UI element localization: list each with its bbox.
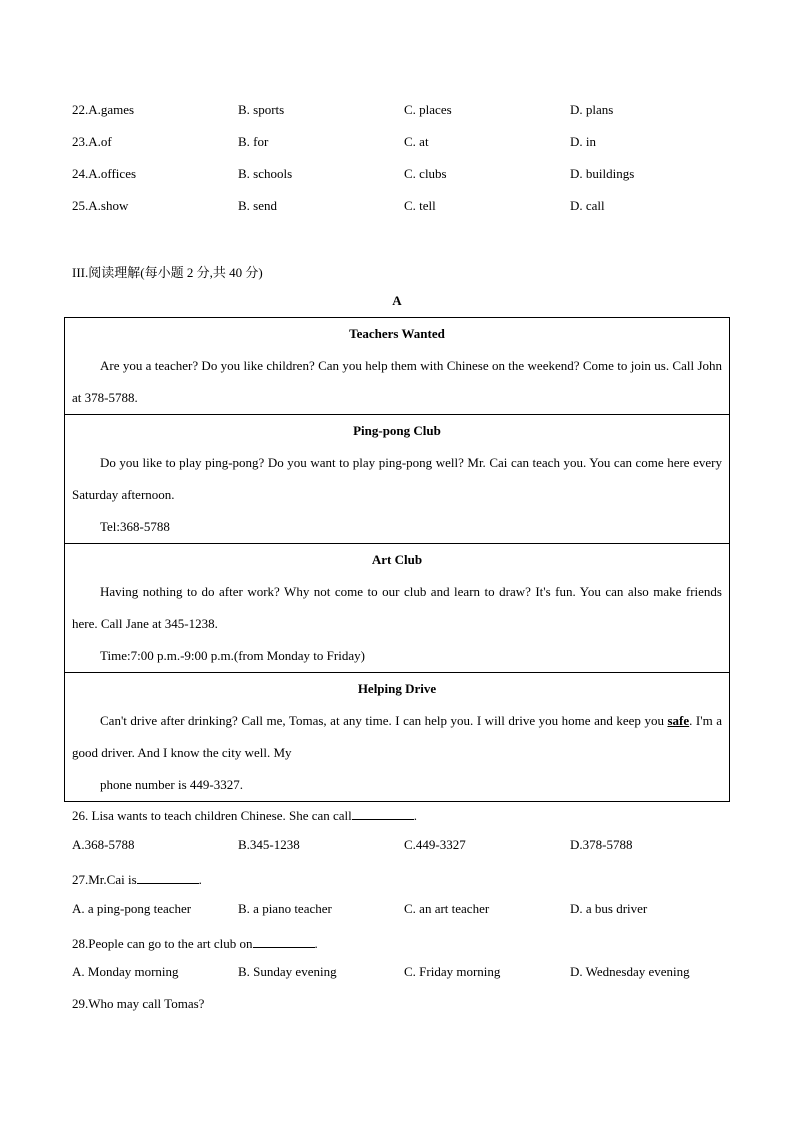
ad-phone: phone number is 449-3327. xyxy=(100,777,243,792)
option-27-c: C. an art teacher xyxy=(404,901,490,916)
option-24-a: 24.A.offices xyxy=(72,166,137,181)
option-28-d: D. Wednesday evening xyxy=(570,964,690,979)
option-28-a: A. Monday morning xyxy=(72,964,179,979)
answer-blank xyxy=(137,869,199,884)
question-27-stem: 27.Mr.Cai is . xyxy=(72,869,202,888)
ad-tel: Tel:368-5788 xyxy=(100,519,170,534)
option-24-c: C. clubs xyxy=(404,166,447,181)
ad-text xyxy=(72,705,722,769)
option-25-d: D. call xyxy=(570,198,605,213)
option-23-a: 23.A.of xyxy=(72,134,112,149)
option-row-22 xyxy=(72,102,732,122)
safe-word: safe xyxy=(667,713,690,728)
ad-time: Time:7:00 p.m.-9:00 p.m.(from Monday to Friday) xyxy=(100,648,365,663)
option-25-b: B. send xyxy=(238,198,277,213)
passage-label: A xyxy=(392,293,402,308)
option-23-b: B. for xyxy=(238,134,269,149)
option-22-c: C. places xyxy=(404,102,452,117)
option-row-24 xyxy=(72,166,732,186)
question-26-stem: 26. Lisa wants to teach children Chinese. She can call . xyxy=(72,805,417,824)
option-26-d: D.378-5788 xyxy=(570,837,633,852)
option-24-d: D. buildings xyxy=(570,166,635,181)
option-27-b: B. a piano teacher xyxy=(238,901,332,916)
option-23-d: D. in xyxy=(570,134,596,149)
option-26-c: C.449-3327 xyxy=(404,837,466,852)
option-22-b: B. sports xyxy=(238,102,285,117)
option-22-a: 22.A.games xyxy=(72,102,135,117)
ad-text-before: Can't drive after drinking? Call me, Tomas, at any time. I can help you. I will drive you home and keep you xyxy=(100,713,668,728)
option-26-b: B.345-1238 xyxy=(238,837,300,852)
question-27-options xyxy=(72,901,732,921)
ad-title: Art Club xyxy=(371,552,423,567)
ad-title: Teachers Wanted xyxy=(349,326,445,341)
option-26-a: A.368-5788 xyxy=(72,837,135,852)
answer-blank xyxy=(352,805,414,820)
ad-helping-drive xyxy=(65,672,729,801)
ad-text: Are you a teacher? Do you like children? Can you help them with Chinese on the weekend? Come to join us. Call John at 378-5788. xyxy=(72,358,722,405)
option-27-a: A. a ping-pong teacher xyxy=(72,901,192,916)
option-23-c: C. at xyxy=(404,134,429,149)
option-22-d: D. plans xyxy=(570,102,614,117)
ad-title: Ping-pong Club xyxy=(353,423,441,438)
answer-blank xyxy=(253,933,315,948)
option-25-a: 25.A.show xyxy=(72,198,129,213)
option-27-d: D. a bus driver xyxy=(570,901,648,916)
option-28-b: B. Sunday evening xyxy=(238,964,337,979)
ad-art-club xyxy=(65,543,729,672)
option-24-b: B. schools xyxy=(238,166,293,181)
option-28-c: C. Friday morning xyxy=(404,964,501,979)
question-29-stem: 29.Who may call Tomas? xyxy=(72,996,205,1011)
question-28-stem: 28.People can go to the art club on . xyxy=(72,933,318,952)
question-26-options xyxy=(72,837,732,857)
ad-text: Having nothing to do after work? Why not come to our club and learn to draw? It's fun. You can also make friends here. Call Jane at 345-1238. xyxy=(72,584,722,631)
option-25-c: C. tell xyxy=(404,198,436,213)
ad-title: Helping Drive xyxy=(357,681,437,696)
option-row-25 xyxy=(72,198,732,218)
option-row-23 xyxy=(72,134,732,154)
ad-pingpong-club xyxy=(65,414,729,543)
question-28-options xyxy=(72,964,732,984)
ad-text: Do you like to play ping-pong? Do you want to play ping-pong well? Mr. Cai can teach you. You can come here every Saturday afternoon. xyxy=(72,455,722,502)
ads-table xyxy=(64,317,730,802)
ad-text-after: . I'm a good driver. And I know the city well. My xyxy=(72,713,722,760)
ad-teachers-wanted xyxy=(65,318,729,414)
section-heading: III.阅读理解(每小题 2 分,共 40 分) xyxy=(72,265,263,280)
